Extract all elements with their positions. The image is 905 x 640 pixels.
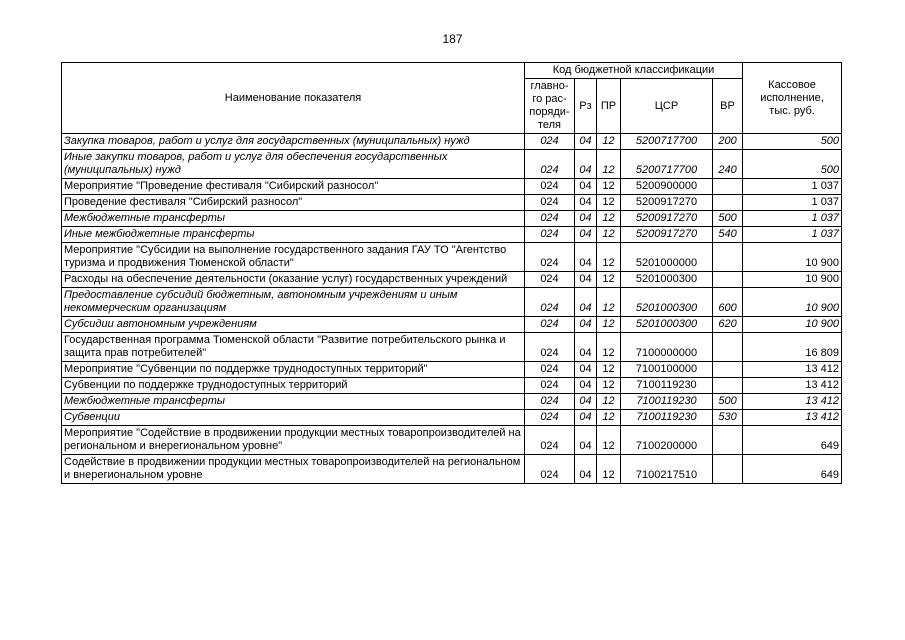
cell-name: Закупка товаров, работ и услуг для государственных (муниципальных) нужд	[62, 134, 525, 150]
cell-pr: 12	[597, 211, 621, 227]
cell-rz: 04	[575, 410, 597, 426]
cell-rz: 04	[575, 333, 597, 362]
header-pr: ПР	[597, 79, 621, 134]
cell-vr: 600	[713, 288, 743, 317]
cell-amount: 10 900	[743, 317, 842, 333]
table-row	[62, 288, 842, 317]
cell-pr: 12	[597, 195, 621, 211]
cell-csr: 5200717700	[621, 134, 713, 150]
cell-amount: 1 037	[743, 227, 842, 243]
table-row	[62, 195, 842, 211]
cell-rz: 04	[575, 272, 597, 288]
header-glavn-line: теля	[537, 119, 562, 131]
cell-vr	[713, 272, 743, 288]
header-glavn	[525, 79, 575, 134]
cell-vr: 240	[713, 150, 743, 179]
cell-amount: 1 037	[743, 195, 842, 211]
cell-amount: 16 809	[743, 333, 842, 362]
cell-amount: 13 412	[743, 394, 842, 410]
cell-vr	[713, 362, 743, 378]
cell-pr: 12	[597, 333, 621, 362]
table-row	[62, 410, 842, 426]
cell-csr: 5200717700	[621, 150, 713, 179]
cell-name: Мероприятие "Субсидии на выполнение государственного задания ГАУ ТО "Агентство туризма и продвижения Тюменской области"	[62, 243, 525, 272]
cell-vr: 500	[713, 211, 743, 227]
cell-csr: 7100119230	[621, 410, 713, 426]
table-header	[62, 63, 842, 134]
cell-glavn: 024	[525, 211, 575, 227]
cell-glavn: 024	[525, 317, 575, 333]
cell-csr: 5201000300	[621, 317, 713, 333]
cell-amount: 649	[743, 426, 842, 455]
cell-rz: 04	[575, 378, 597, 394]
cell-vr	[713, 333, 743, 362]
cell-csr: 7100100000	[621, 362, 713, 378]
cell-csr: 5201000300	[621, 272, 713, 288]
cell-csr: 7100000000	[621, 333, 713, 362]
cell-glavn: 024	[525, 333, 575, 362]
header-rz: Рз	[575, 79, 597, 134]
cell-vr: 620	[713, 317, 743, 333]
cell-csr: 5201000300	[621, 288, 713, 317]
cell-name: Иные закупки товаров, работ и услуг для обеспечения государственных (муниципальных) нужд	[62, 150, 525, 179]
cell-rz: 04	[575, 211, 597, 227]
cell-vr	[713, 455, 743, 484]
budget-table	[61, 62, 842, 484]
table-row	[62, 333, 842, 362]
cell-pr: 12	[597, 426, 621, 455]
table-row	[62, 455, 842, 484]
header-amount	[743, 63, 842, 134]
cell-amount: 10 900	[743, 288, 842, 317]
table-row	[62, 426, 842, 455]
cell-csr: 7100119230	[621, 378, 713, 394]
cell-csr: 7100217510	[621, 455, 713, 484]
cell-pr: 12	[597, 150, 621, 179]
cell-name: Субвенции	[62, 410, 525, 426]
cell-vr	[713, 195, 743, 211]
cell-pr: 12	[597, 455, 621, 484]
cell-name: Мероприятие "Содействие в продвижении продукции местных товаропроизводителей на региональном и внерегиональном уровне"	[62, 426, 525, 455]
cell-amount: 13 412	[743, 378, 842, 394]
table-row	[62, 134, 842, 150]
table-row	[62, 272, 842, 288]
cell-glavn: 024	[525, 243, 575, 272]
cell-glavn: 024	[525, 134, 575, 150]
cell-glavn: 024	[525, 179, 575, 195]
header-name: Наименование показателя	[62, 63, 525, 134]
cell-glavn: 024	[525, 455, 575, 484]
cell-glavn: 024	[525, 362, 575, 378]
table-row	[62, 378, 842, 394]
cell-vr: 540	[713, 227, 743, 243]
header-csr: ЦСР	[621, 79, 713, 134]
cell-name: Мероприятие "Субвенции по поддержке труднодоступных территорий"	[62, 362, 525, 378]
cell-csr: 5200900000	[621, 179, 713, 195]
cell-vr: 530	[713, 410, 743, 426]
cell-name: Субвенции по поддержке труднодоступных территорий	[62, 378, 525, 394]
cell-pr: 12	[597, 378, 621, 394]
cell-rz: 04	[575, 426, 597, 455]
cell-pr: 12	[597, 410, 621, 426]
cell-pr: 12	[597, 317, 621, 333]
cell-pr: 12	[597, 243, 621, 272]
cell-vr: 200	[713, 134, 743, 150]
header-amount-line: тыс. руб.	[769, 104, 815, 117]
cell-name: Межбюджетные трансферты	[62, 394, 525, 410]
cell-rz: 04	[575, 317, 597, 333]
cell-rz: 04	[575, 362, 597, 378]
cell-pr: 12	[597, 288, 621, 317]
cell-amount: 1 037	[743, 179, 842, 195]
cell-name: Иные межбюджетные трансферты	[62, 227, 525, 243]
cell-rz: 04	[575, 288, 597, 317]
cell-glavn: 024	[525, 227, 575, 243]
cell-name: Субсидии автономным учреждениям	[62, 317, 525, 333]
cell-pr: 12	[597, 134, 621, 150]
cell-vr: 500	[713, 394, 743, 410]
cell-csr: 7100200000	[621, 426, 713, 455]
cell-glavn: 024	[525, 150, 575, 179]
cell-glavn: 024	[525, 410, 575, 426]
table-row	[62, 211, 842, 227]
cell-rz: 04	[575, 227, 597, 243]
cell-pr: 12	[597, 362, 621, 378]
cell-rz: 04	[575, 195, 597, 211]
cell-amount: 13 412	[743, 410, 842, 426]
cell-name: Предоставление субсидий бюджетным, автономным учреждениям и иным некоммерческим организациям	[62, 288, 525, 317]
table-row	[62, 243, 842, 272]
cell-rz: 04	[575, 179, 597, 195]
cell-csr: 5201000000	[621, 243, 713, 272]
cell-rz: 04	[575, 134, 597, 150]
cell-amount: 500	[743, 150, 842, 179]
header-amount-line: исполнение,	[760, 91, 824, 104]
table-row	[62, 362, 842, 378]
header-glavn-line: го рас-	[532, 93, 567, 105]
cell-pr: 12	[597, 394, 621, 410]
cell-glavn: 024	[525, 288, 575, 317]
table-body	[62, 134, 842, 484]
cell-name: Содействие в продвижении продукции местных товаропроизводителей на региональном и внерегиональном уровне	[62, 455, 525, 484]
cell-amount: 10 900	[743, 243, 842, 272]
cell-amount: 1 037	[743, 211, 842, 227]
cell-name: Межбюджетные трансферты	[62, 211, 525, 227]
cell-name: Проведение фестиваля "Сибирский разносол"	[62, 195, 525, 211]
cell-rz: 04	[575, 394, 597, 410]
cell-rz: 04	[575, 243, 597, 272]
cell-vr	[713, 179, 743, 195]
cell-glavn: 024	[525, 378, 575, 394]
table-row	[62, 150, 842, 179]
cell-vr	[713, 243, 743, 272]
cell-glavn: 024	[525, 272, 575, 288]
cell-glavn: 024	[525, 394, 575, 410]
cell-glavn: 024	[525, 426, 575, 455]
cell-csr: 5200917270	[621, 211, 713, 227]
header-glavn-line: главно-	[530, 80, 569, 92]
cell-csr: 5200917270	[621, 195, 713, 211]
header-amount-line: Кассовое	[768, 78, 816, 91]
cell-amount: 13 412	[743, 362, 842, 378]
cell-amount: 500	[743, 134, 842, 150]
header-code-group: Код бюджетной классификации	[525, 63, 743, 79]
page-number: 187	[442, 32, 463, 46]
cell-rz: 04	[575, 150, 597, 179]
cell-pr: 12	[597, 227, 621, 243]
header-vr: ВР	[713, 79, 743, 134]
cell-pr: 12	[597, 179, 621, 195]
header-glavn-line: поряди-	[529, 106, 570, 118]
cell-rz: 04	[575, 455, 597, 484]
table-row	[62, 179, 842, 195]
table-row	[62, 317, 842, 333]
table-row	[62, 394, 842, 410]
cell-glavn: 024	[525, 195, 575, 211]
cell-csr: 7100119230	[621, 394, 713, 410]
cell-name: Государственная программа Тюменской области "Развитие потребительского рынка и защита прав потребителей"	[62, 333, 525, 362]
cell-amount: 649	[743, 455, 842, 484]
cell-vr	[713, 378, 743, 394]
cell-vr	[713, 426, 743, 455]
cell-name: Мероприятие "Проведение фестиваля "Сибирский разносол"	[62, 179, 525, 195]
cell-name: Расходы на обеспечение деятельности (оказание услуг) государственных учреждений	[62, 272, 525, 288]
cell-csr: 5200917270	[621, 227, 713, 243]
cell-pr: 12	[597, 272, 621, 288]
cell-amount: 10 900	[743, 272, 842, 288]
table-row	[62, 227, 842, 243]
